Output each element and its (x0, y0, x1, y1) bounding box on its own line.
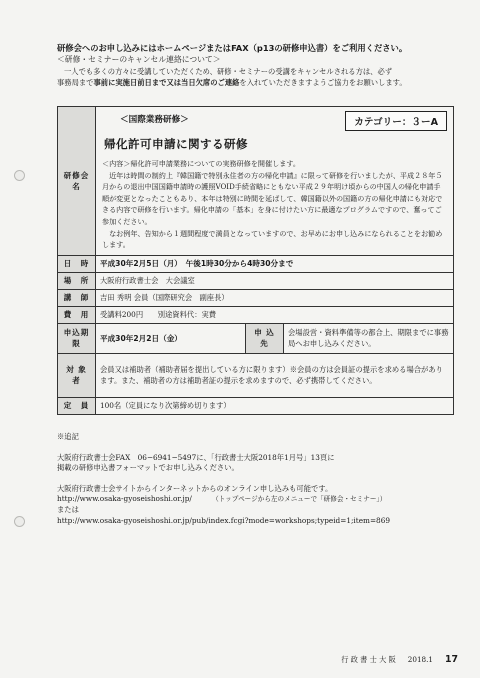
row-seminar-name (58, 107, 454, 256)
category-badge: カテゴリー：３ーA (345, 111, 447, 131)
application-notice: 研修会へのお申し込みにはホームページまたはFAX（p13の研修申込書）をご利用ください。 (57, 43, 408, 53)
notes-section (57, 432, 457, 526)
label-seminar-name: 研修会名 (58, 107, 96, 256)
cancel-heading: ＜研修・セミナーのキャンセル連絡について＞ (57, 55, 221, 64)
or-text: または (57, 504, 79, 514)
label-apply-to: 申 込 先 (246, 323, 284, 353)
page-footer (341, 654, 458, 665)
site-url-link[interactable]: http://www.osaka-gyoseishoshi.or.jp/ (57, 494, 192, 504)
magazine-name: 行 政 書 士 大 阪 (341, 655, 396, 664)
cancel-notice: 一人でも多くの方々に受講していただくため、研修・セミナーの受講をキャンセルされる方は、必ず 事務局まで事前に実施日前日まで又は当日欠席のご連絡を入れていただきますようご協力をお願いします。 (57, 67, 407, 87)
seminar-description: ＜内容＞帰化許可申請業務についての実務研修を開催します。 近年は時間の制約上『韓国籍で特別永住者の方の帰化申請』に限って研修を行いましたが、平成２８年５月からの退出中国国籍申請時の護照VOID手続省略にともない平成２９年明け頃からの中国人の帰化申請手順が変更となったこともあり、本年は特別に時間を延ばして、韓国籍以外の国籍の方の帰化申請にも対応できる内容で研修を行います。帰化申請の「基本」を身に付けたい方に最適なプログラムですので、奮ってご参加ください。 なお例年、告知から１週間程度で満員となっていますので、お早めにお申し込みになられることをお勧めします。 (102, 159, 443, 250)
binder-hole (14, 170, 25, 181)
issue-number: 2018.1 (407, 655, 433, 664)
row-datetime (58, 255, 454, 272)
row-deadline (58, 323, 454, 353)
row-venue (58, 272, 454, 289)
label-fee: 費 用 (58, 306, 96, 323)
seminar-target: 会員又は補助者（補助者届を提出している方に限ります）※会員の方は会員証の提示を求める場合があります。また、補助者の方は補助者証の提示を求めますので、必ず携帯してください。 (96, 353, 454, 397)
seminar-venue: 大阪府行政書士会 大会議室 (96, 272, 454, 289)
seminar-deadline: 平成30年2月2日（金） (96, 323, 246, 353)
seminar-title: 帰化許可申請に関する研修 (104, 137, 248, 151)
row-target (58, 353, 454, 397)
label-datetime: 日 時 (58, 255, 96, 272)
fax-note-line-2: 掲載の研修申込書フォーマットでお申し込みください。 (57, 463, 239, 473)
seminar-fee: 受講料200円 別途資料代：実費 (96, 306, 454, 323)
row-capacity (58, 397, 454, 414)
row-lecturer (58, 289, 454, 306)
seminar-subject: ＜国際業務研修＞ (120, 115, 189, 125)
notes-heading: ※追記 (57, 432, 79, 441)
label-venue: 場 所 (58, 272, 96, 289)
binder-hole (14, 516, 25, 527)
workshop-url-link[interactable]: http://www.osaka-gyoseishoshi.or.jp/pub/index.fcgi?mode=workshops;typeid=1;item=869 (57, 515, 390, 525)
label-target: 対 象 者 (58, 353, 96, 397)
label-capacity: 定 員 (58, 397, 96, 414)
web-note: 大阪府行政書士会サイトからインターネットからのオンライン申し込みも可能です。 (57, 483, 333, 493)
site-url-hint: （トップページから左のメニューで「研修会・セミナー」） (212, 495, 387, 504)
label-lecturer: 講 師 (58, 289, 96, 306)
seminar-capacity: 100名（定員になり次第締め切ります） (96, 397, 454, 414)
seminar-detail (96, 107, 454, 256)
row-fee (58, 306, 454, 323)
fax-note-line-1: 大阪府行政書士会FAX 06−6941−5497に、「行政書士大阪2018年1月号」13頁に (57, 452, 335, 462)
intro-section (57, 42, 457, 88)
seminar-lecturer: 吉田 秀明 会員（国際研究会 副座長） (96, 289, 454, 306)
label-deadline: 申込期限 (58, 323, 96, 353)
seminar-datetime: 平成30年2月5日（月） 午後1時30分から4時30分まで (96, 255, 454, 272)
page-number: 17 (444, 654, 458, 665)
seminar-table (57, 106, 454, 415)
seminar-apply-to: 会場設営・資料準備等の都合上、期限までに事務局へお申し込みください。 (284, 323, 454, 353)
